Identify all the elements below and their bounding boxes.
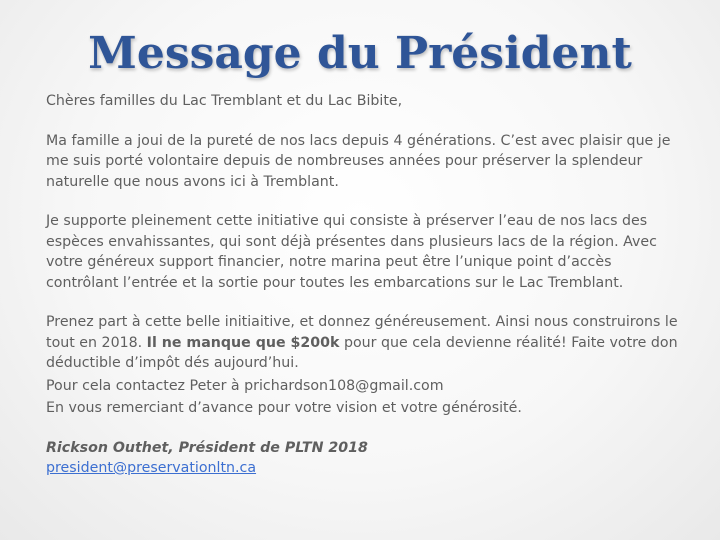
- slide-body: [46, 91, 682, 479]
- call-to-action-text: Prenez part à cette belle initiaitive, et donnez généreusement. Ainsi nous construirons le tout en 2018.: [46, 314, 678, 351]
- signature: Rickson Outhet, Président de PLTN 2018: [46, 439, 368, 456]
- contact-line: Pour cela contactez Peter à prichardson108@gmail.com: [46, 377, 444, 394]
- funding-goal-highlight: Il ne manque que $200k: [146, 334, 340, 351]
- call-to-action-text-end: pour que cela devienne réalité! Faite votre don déductible d’impôt dés aujourd’hui.: [46, 334, 678, 371]
- thanks-line: En vous remerciant d’avance pour votre vision et votre générosité.: [46, 400, 522, 416]
- greeting: Chères familles du Lac Tremblant et du Lac Bibite,: [46, 93, 403, 109]
- signature-email-link[interactable]: president@preservationltn.ca: [46, 460, 257, 476]
- paragraph-initiative: Je supporte pleinement cette initiative qui consiste à préserver l’eau de nos lacs des espèces envahissantes, qui sont déjà présentes dans plusieurs lacs de la région. Avec votre généreux support financier, notre marina peut être l’unique point d’accès contrôlant l’entrée et la sortie pour toutes les embarcations sur le Lac Tremblant.: [46, 213, 657, 291]
- paragraph-heritage: Ma famille a joui de la pureté de nos lacs depuis 4 générations. C’est avec plaisir que je me suis porté volontaire depuis de nombreuses années pour préserver la splendeur naturelle que nous avons ici à Tremblant.: [46, 132, 671, 190]
- slide-title: Message du Président: [88, 28, 632, 79]
- paragraph-call-to-action: [46, 312, 682, 374]
